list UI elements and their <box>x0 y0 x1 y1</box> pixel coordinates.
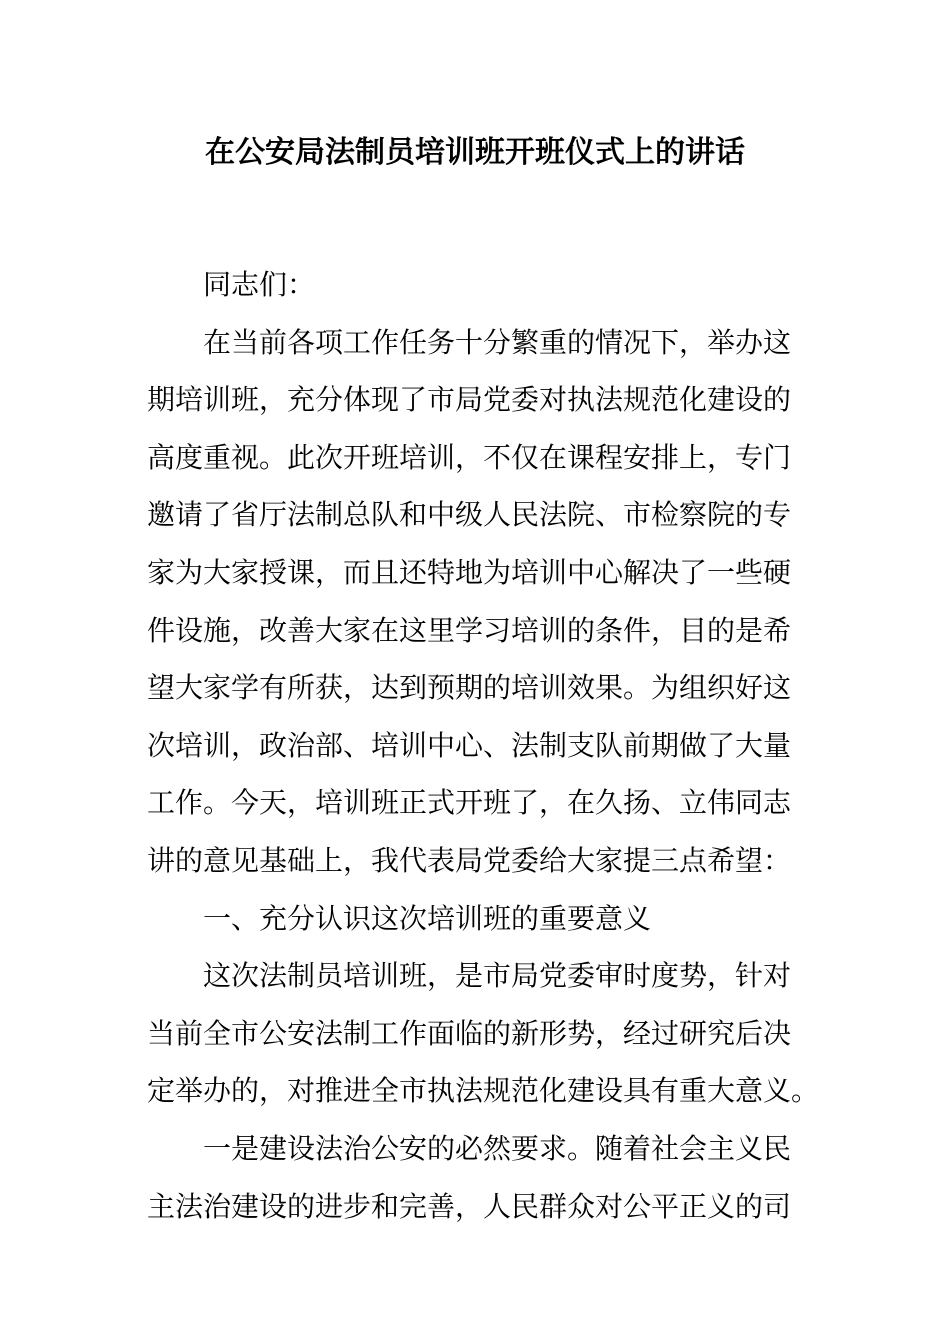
section-heading: 一、充分认识这次培训班的重要意义 <box>203 901 652 935</box>
text-line: 家为大家授课，而且还特地为培训中心解决了一些硬 <box>147 555 792 589</box>
text-line: 当前全市公安法制工作面临的新形势，经过研究后决 <box>147 1016 792 1050</box>
text-line: 工作。今天，培训班正式开班了，在久扬、立伟同志 <box>147 786 792 820</box>
text-line: 件设施，改善大家在这里学习培训的条件，目的是希 <box>147 613 792 647</box>
text-line: 同志们： <box>203 268 316 301</box>
text-line: 次培训，政治部、培训中心、法制支队前期做了大量 <box>147 728 792 762</box>
text-line: 这次法制员培训班，是市局党委审时度势，针对 <box>203 959 792 993</box>
text-line: 一是建设法治公安的必然要求。随着社会主义民 <box>203 1131 792 1165</box>
text-line: 在当前各项工作任务十分繁重的情况下，举办这 <box>203 325 792 359</box>
text-line: 讲的意见基础上，我代表局党委给大家提三点希望： <box>147 843 792 877</box>
text-line: 高度重视。此次开班培训，不仅在课程安排上，专门 <box>147 440 792 474</box>
document-title: 在公安局法制员培训班开班仪式上的讲话 <box>205 135 745 170</box>
document-body <box>147 256 820 1235</box>
text-line: 邀请了省厅法制总队和中级人民法院、市检察院的专 <box>147 498 792 532</box>
text-line: 主法治建设的进步和完善，人民群众对公平正义的司 <box>147 1189 792 1223</box>
text-line: 期培训班，充分体现了市局党委对执法规范化建设的 <box>147 383 792 417</box>
text-line: 望大家学有所获，达到预期的培训效果。为组织好这 <box>147 671 792 705</box>
text-line: 定举办的，对推进全市执法规范化建设具有重大意义。 <box>147 1074 820 1108</box>
